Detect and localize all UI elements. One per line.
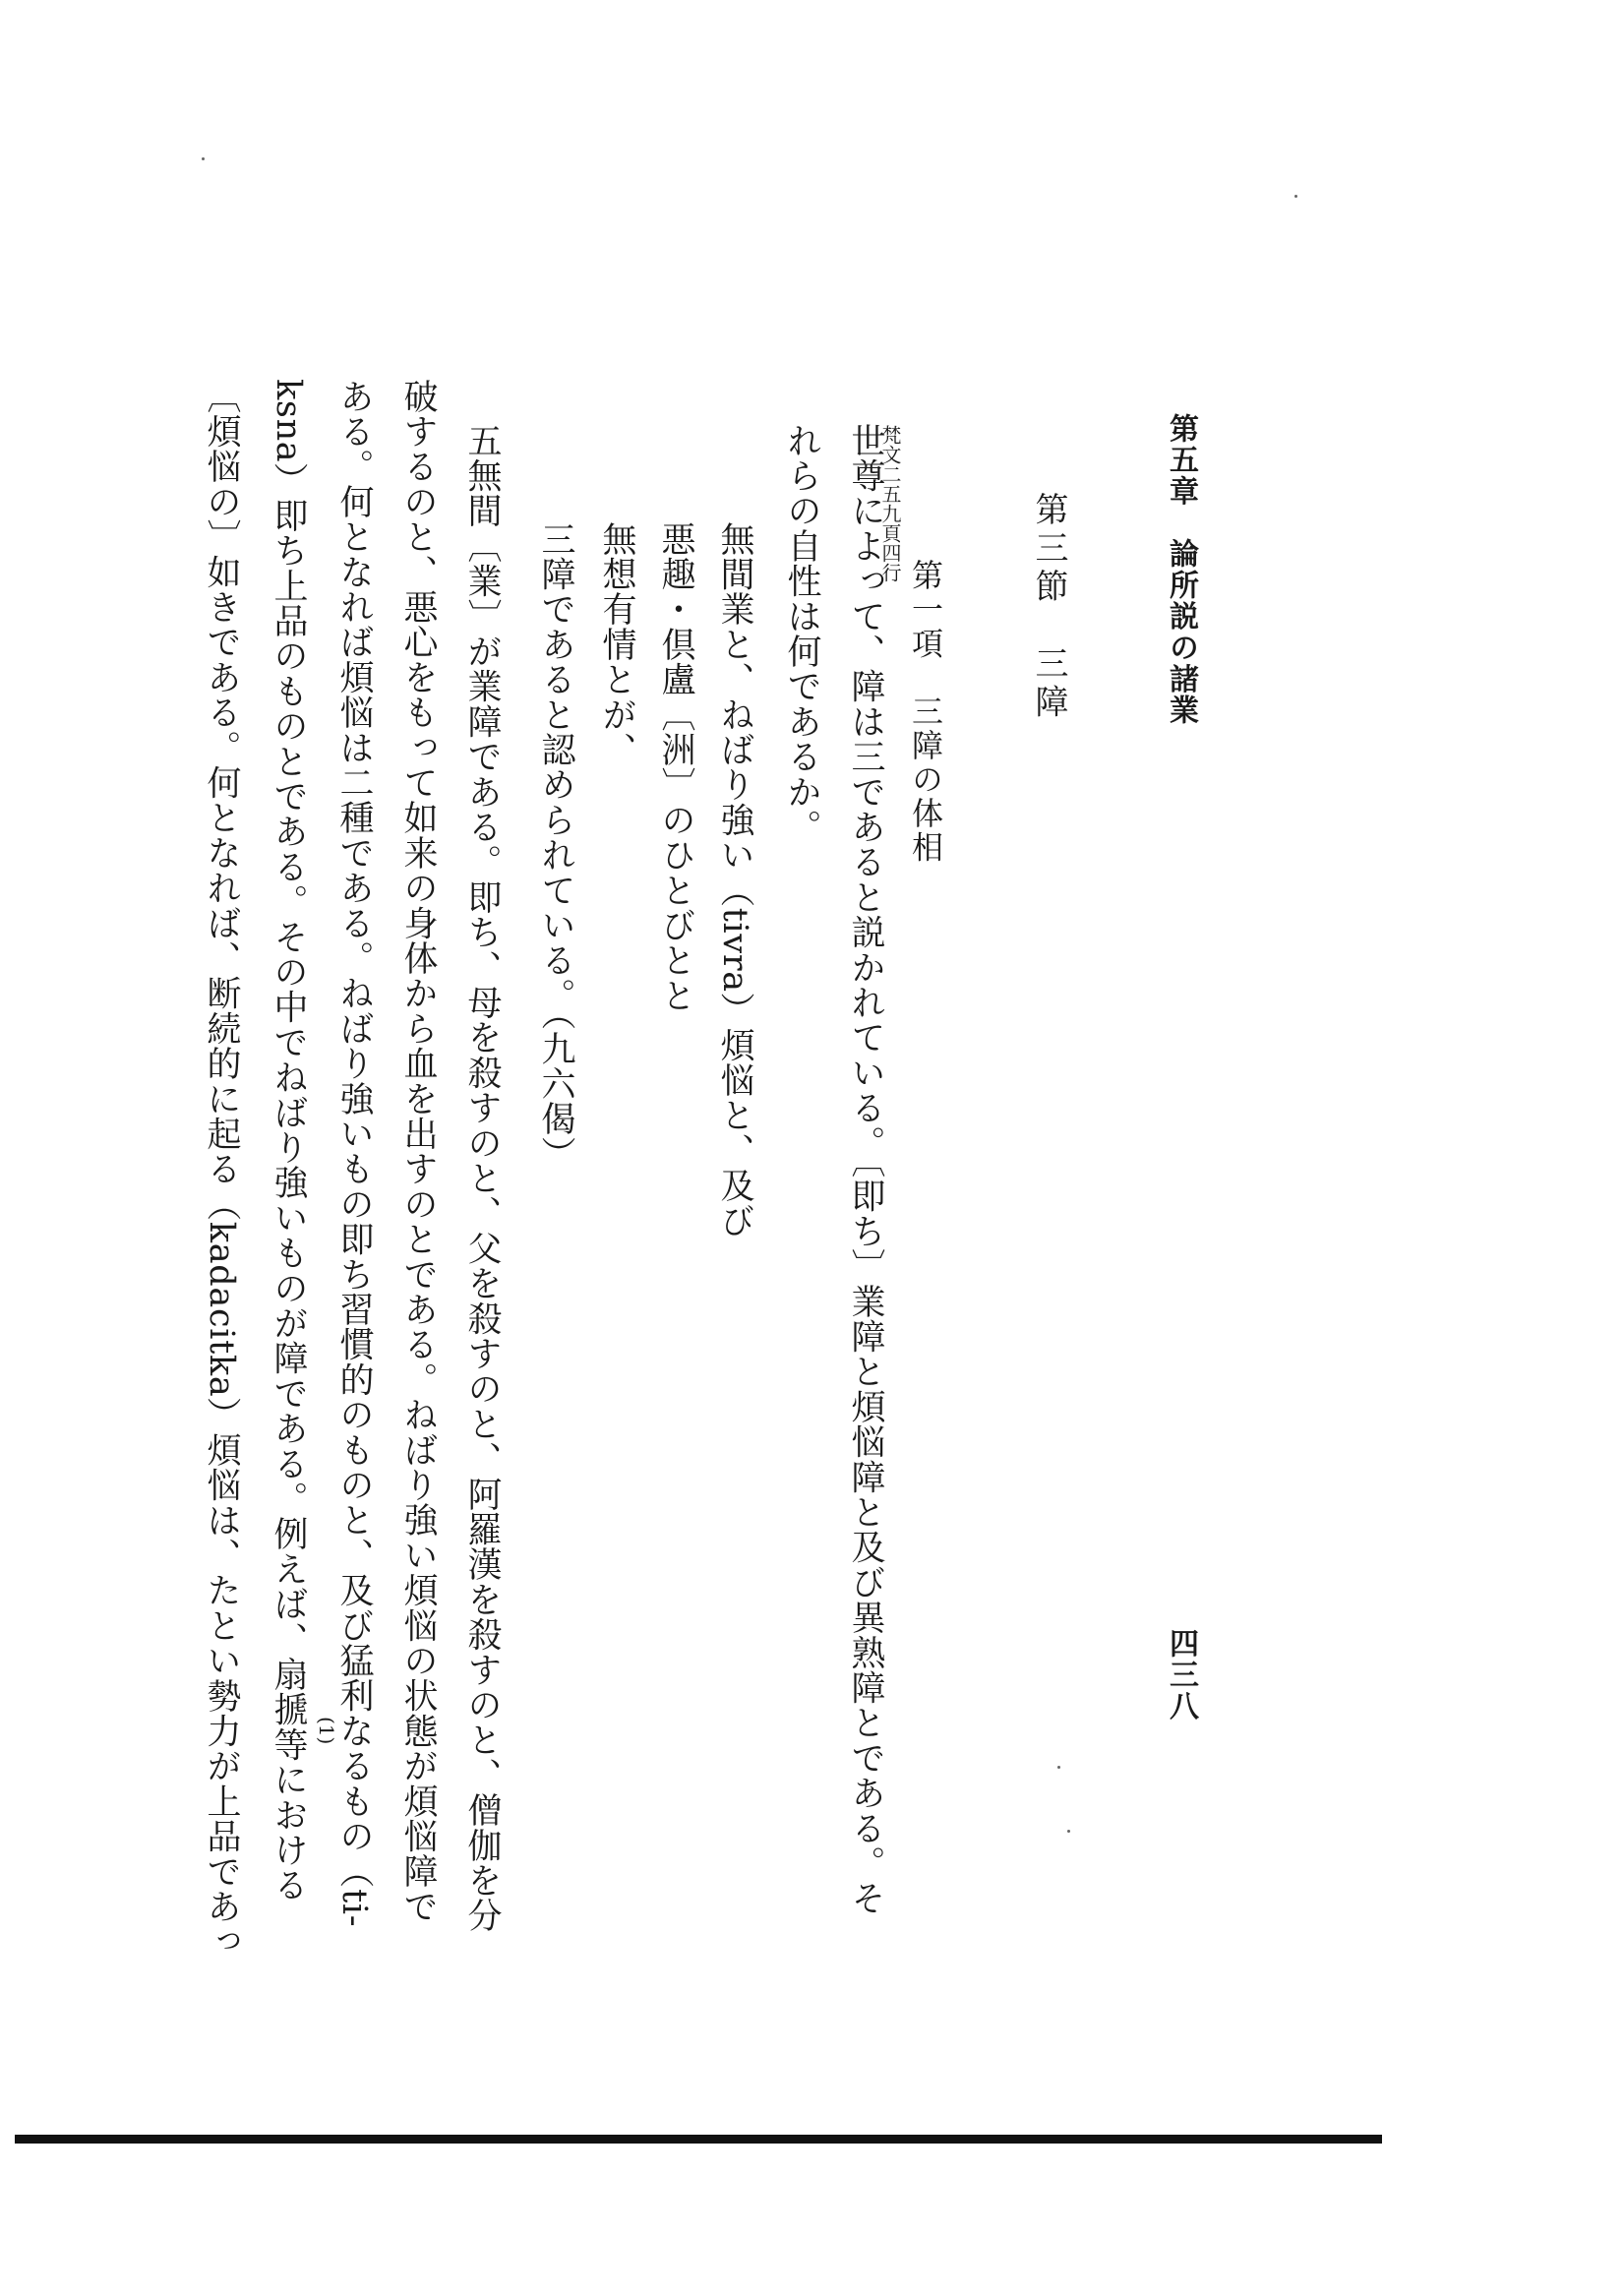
- subsection-title: 第一項 三障の体相: [907, 559, 944, 866]
- body-column-11: 〔煩悩の〕如きである。何となれば、断続的に起る（kadacitka）煩悩は、たとい勢力が上品であっ: [202, 379, 241, 1960]
- page-number: 四三八: [1164, 1628, 1198, 1722]
- body-column-7: 五無間〔業〕が業障である。即ち、母を殺すのと、父を殺すのと、阿羅漢を殺すのと、僧伽を分: [462, 423, 502, 1934]
- verse-line-2: 悪趣・倶盧〔洲〕のひとびとと: [656, 521, 695, 1013]
- scan-speck: [1294, 195, 1297, 198]
- scan-speck: [1057, 1766, 1060, 1769]
- body-column-9: ある。何となれば煩悩は二種である。ねばり強いもの即ち習慣的のものと、及び猛利なるもの（ti-: [334, 379, 374, 1928]
- body-column-2: れらの自性は何であるか。: [782, 423, 821, 845]
- verse-line-1: 無間業と、ねばり強い（tivra）煩悩と、及び: [715, 521, 754, 1239]
- verse-line-4: 三障であると認められている。（九六偈）: [536, 521, 575, 1172]
- body-column-1: 世尊によって、障は三であると説かれている。〔即ち〕業障と煩悩障と及び異熟障とである。そ: [846, 423, 885, 1916]
- section-title: 第三節 三障: [1029, 492, 1068, 723]
- scan-speck: [202, 157, 205, 160]
- footnote-marker: (1): [315, 1717, 338, 1745]
- bottom-rule: [15, 2135, 1382, 2144]
- body-column-8: 破するのと、悪心をもって如来の身体から血を出すのとである。ねばり強い煩悩の状態が煩悩障で: [398, 379, 438, 1924]
- margin-note: 梵文二五九頁四行: [878, 425, 902, 582]
- scan-speck: [1067, 1830, 1070, 1833]
- body-column-10: ksna）即ち上品のものとである。その中でねばり強いものが障である。例えば、扇搋等における: [269, 379, 308, 1903]
- verse-line-3: 無想有情とが、: [597, 521, 636, 767]
- running-header: 第五章 論所説の諸業: [1164, 413, 1198, 726]
